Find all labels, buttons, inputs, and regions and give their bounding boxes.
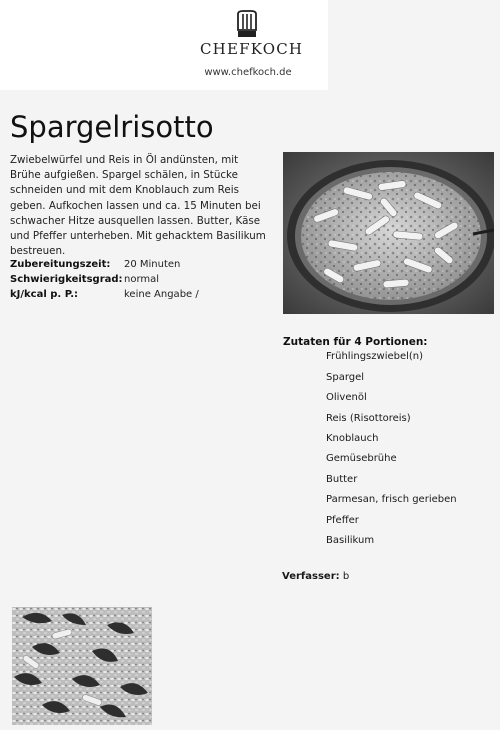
meta-value: keine Angabe / bbox=[124, 289, 199, 300]
ingredient-name: Reis (Risottoreis) bbox=[326, 413, 411, 424]
meta-label: kJ/kcal p. P.: bbox=[10, 289, 78, 300]
ingredients-title: Zutaten für 4 Portionen: bbox=[283, 336, 428, 348]
meta-row-difficulty bbox=[10, 272, 199, 287]
ingredient-name: Spargel bbox=[326, 372, 365, 383]
meta-label: Schwierigkeitsgrad: bbox=[10, 274, 123, 285]
ingredient-name: Butter bbox=[326, 474, 358, 485]
recipe-title: Spargelrisotto bbox=[10, 110, 214, 144]
ingredient-name: Olivenöl bbox=[326, 392, 367, 403]
dish-photo-closeup bbox=[12, 607, 152, 725]
ingredient-name: Knoblauch bbox=[326, 433, 379, 444]
ingredient-name: Pfeffer bbox=[326, 515, 359, 526]
meta-label: Zubereitungszeit: bbox=[10, 259, 111, 270]
meta-row-calories bbox=[10, 287, 199, 302]
meta-value: 20 Minuten bbox=[124, 259, 181, 270]
logo-text[interactable]: CHEFKOCH bbox=[200, 40, 304, 58]
ingredient-name: Basilikum bbox=[326, 535, 375, 546]
ingredient-name: Frühlingszwiebel(n) bbox=[326, 351, 424, 362]
author-label: Verfasser: bbox=[282, 571, 340, 582]
ingredient-name: Gemüsebrühe bbox=[326, 453, 397, 464]
meta-value: normal bbox=[124, 274, 160, 285]
meta-row-time bbox=[10, 257, 199, 272]
recipe-meta bbox=[10, 257, 199, 302]
site-url[interactable]: www.chefkoch.de bbox=[204, 67, 292, 78]
ingredient-name: Parmesan, frisch gerieben bbox=[326, 494, 457, 505]
author-value: b bbox=[342, 571, 350, 582]
dish-photo bbox=[283, 152, 494, 314]
chef-hat-icon bbox=[234, 10, 260, 40]
recipe-description: Zwiebelwürfel und Reis in Öl andünsten, mit Brühe aufgießen. Spargel schälen, in Stücke schneiden und mit dem Knoblauch zum Reis geben. Aufkochen lassen und ca. 15 Minuten bei schwacher Hitze ausquellen lassen. Butter, Käse und Pfeffer unterheben. Mit gehacktem Basilikum bestreuen. bbox=[10, 154, 266, 258]
author bbox=[282, 571, 349, 582]
